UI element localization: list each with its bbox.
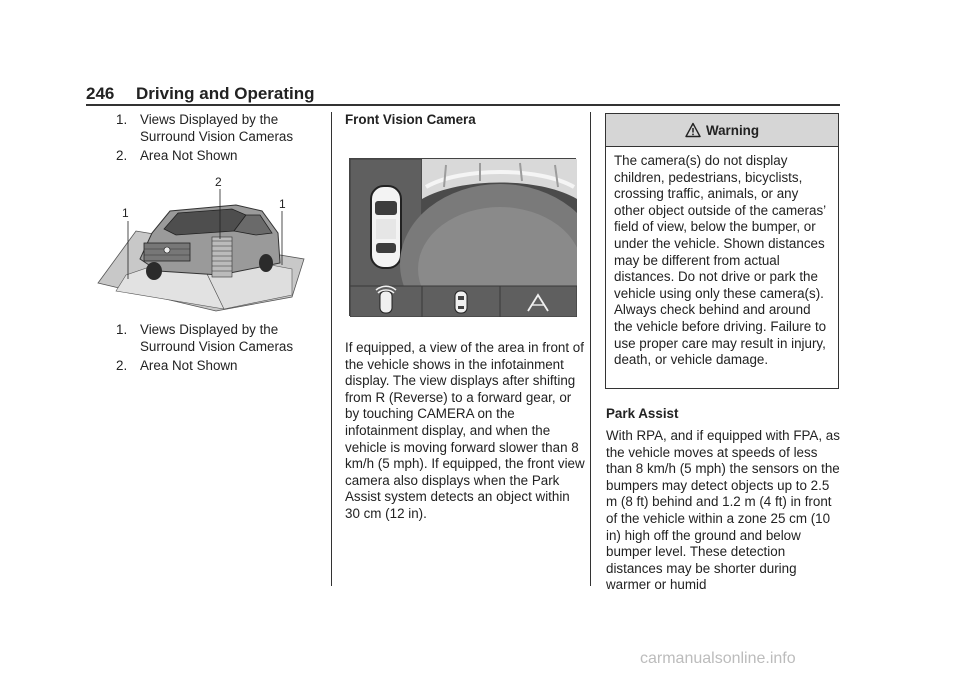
list-item — [116, 148, 316, 165]
callout-label: 1 — [279, 197, 286, 211]
list-item-text: Views Displayed by the Surround Vision Cameras — [140, 112, 294, 144]
column-divider-left — [331, 112, 332, 586]
list-item — [116, 112, 316, 145]
list-item-text: Area Not Shown — [140, 357, 238, 373]
callout-label: 2 — [215, 175, 222, 189]
section-heading: Front Vision Camera — [345, 112, 476, 127]
list-item-number: 2. — [116, 357, 128, 373]
page-number: 246 — [86, 84, 115, 103]
section-heading: Park Assist — [606, 406, 679, 421]
page-header — [86, 84, 840, 106]
area-not-shown-hatch — [212, 237, 232, 277]
list-item-number: 1. — [116, 112, 128, 127]
warning-header — [606, 114, 838, 147]
list-item — [116, 358, 316, 375]
park-assist-paragraph: With RPA, and if equipped with FPA, as the vehicle moves at speeds of less than 8 km/h (5 mph) the sensors on the bumpers may detect objects up to 2.5 m (8 ft) behind and 1.2 m (4 ft) in front of the vehicle within a zone 25 cm (10 in) high off the ground and below bumper level. These detection distances may be shorter during warmer or humid — [606, 428, 840, 593]
list-item-text: Area Not Shown — [140, 147, 238, 163]
figure-legend-top — [116, 112, 316, 167]
warning-icon — [685, 122, 701, 138]
section-title: Driving and Operating — [136, 84, 315, 103]
front-camera-display — [349, 158, 576, 316]
column-divider-right — [590, 112, 591, 586]
list-item — [116, 322, 316, 355]
callout-label: 1 — [122, 206, 129, 220]
list-item-number: 1. — [116, 322, 128, 337]
warning-text: The camera(s) do not display children, pedestrians, bicyclists, crossing traffic, animals, or any other object outside of the cameras’ field of view, below the bumper, or under the vehicle. Shown distances may be different from actual distances. Do not drive or park the vehicle using only these camera(s). Always check behind and around the vehicle before driving. Failure to use proper care may result in injury, death, or vehicle damage. — [614, 153, 827, 368]
surround-vision-illustration — [96, 171, 310, 313]
header-rule — [86, 104, 840, 106]
warning-box — [605, 113, 839, 389]
warning-title: Warning — [705, 122, 760, 138]
list-item-number: 2. — [116, 147, 128, 163]
car-top-view-icon — [371, 186, 401, 268]
figure-legend-bottom — [116, 322, 316, 377]
list-item-text: Views Displayed by the Surround Vision Cameras — [140, 322, 294, 354]
front-camera-paragraph: If equipped, a view of the area in front of the vehicle shows in the infotainment display. The view displays after shifting from R (Reverse) to a forward gear, or by touching CAMERA on the infotainment display, and when the vehicle is moving forward slower than 8 km/h (5 mph). If equipped, the front view camera also displays when the Park Assist system detects an object within 30 cm (12 in). — [345, 340, 585, 521]
watermark: carmanualsonline.info — [640, 650, 796, 667]
rear-view-mode-icon[interactable] — [455, 291, 467, 313]
